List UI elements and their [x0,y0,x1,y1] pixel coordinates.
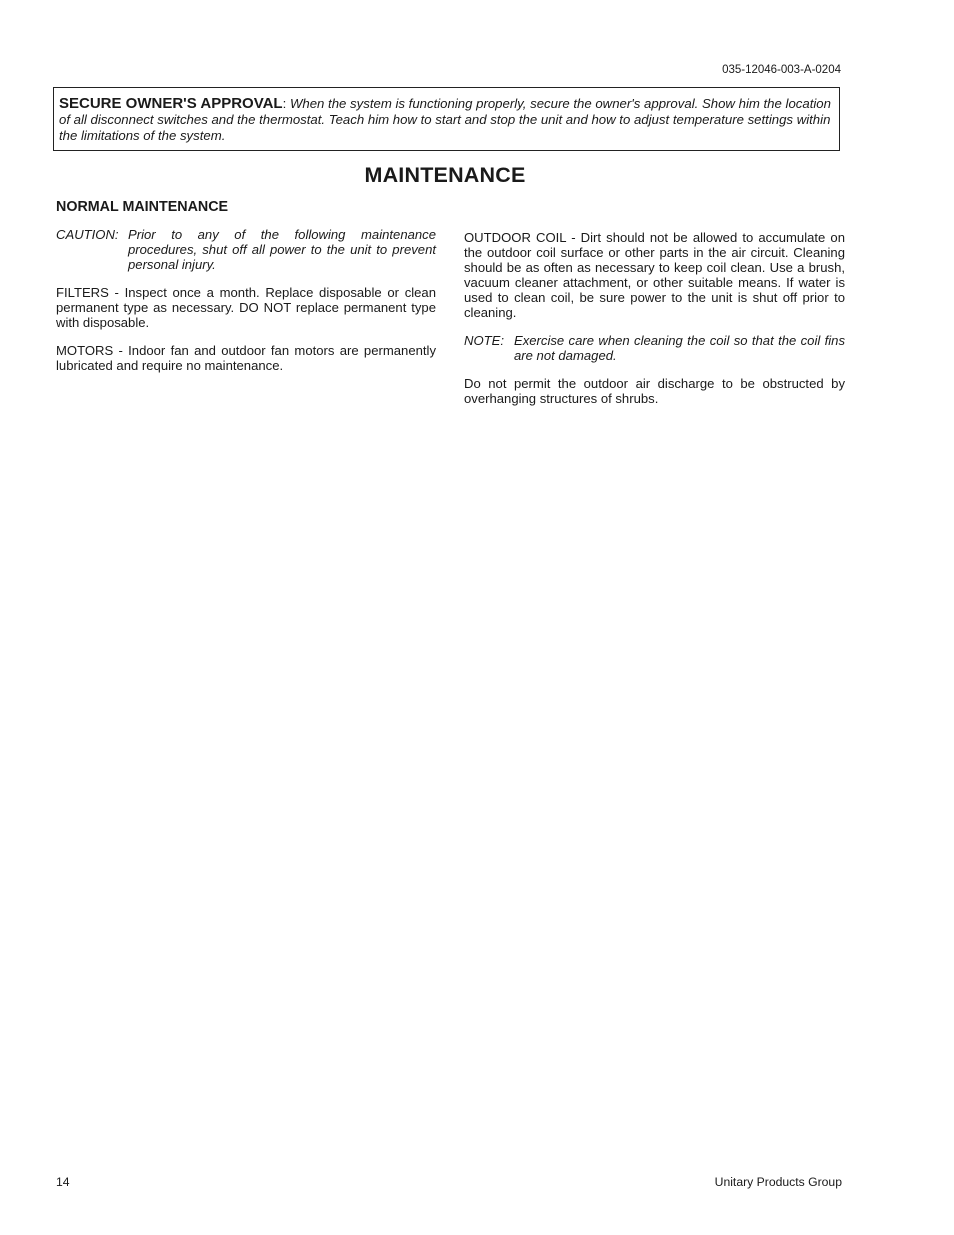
note-text: Exercise care when cleaning the coil so that the coil fins are not damaged. [514,333,845,363]
caution-note [56,227,436,272]
discharge-paragraph: Do not permit the outdoor air discharge to be obstructed by overhanging structures of shrubs. [464,376,845,406]
section-heading: NORMAL MAINTENANCE [56,199,229,215]
document-number: 035-12046-003-A-0204 [722,64,841,76]
page-number: 14 [56,1175,70,1189]
right-column [464,230,845,419]
owner-approval-box [53,87,840,151]
motors-paragraph: MOTORS - Indoor fan and outdoor fan motors are permanently lubricated and require no maintenance. [56,343,436,373]
approval-text: When the system is functioning properly, secure the owner's approval. Show him the location of all disconnect switches and the thermostat. Teach him how to start and stop the unit and how to adjust temperature settings within the limitations of the system. [59,96,831,143]
outdoor-coil-paragraph: OUTDOOR COIL - Dirt should not be allowed to accumulate on the outdoor coil surface or other parts in the air circuit. Cleaning should be as often as necessary to keep coil clean. Use a brush, vacuum cleaner attachment, or other suitable means. If water is used to clean coil, be sure power to the unit is shut off prior to cleaning. [464,230,845,320]
caution-text: Prior to any of the following maintenance procedures, shut off all power to the unit to prevent personal injury. [128,227,436,272]
coil-note [464,333,845,363]
left-column [56,227,436,386]
approval-heading: SECURE OWNER'S APPROVAL [59,95,283,112]
filters-paragraph: FILTERS - Inspect once a month. Replace disposable or clean permanent type as necessary. DO NOT replace permanent type with disposable. [56,285,436,330]
caution-label: CAUTION: [56,227,119,242]
company-name: Unitary Products Group [714,1175,842,1189]
note-label: NOTE: [464,333,505,348]
approval-separator: : [282,96,287,111]
page-title: MAINTENANCE [364,163,526,187]
